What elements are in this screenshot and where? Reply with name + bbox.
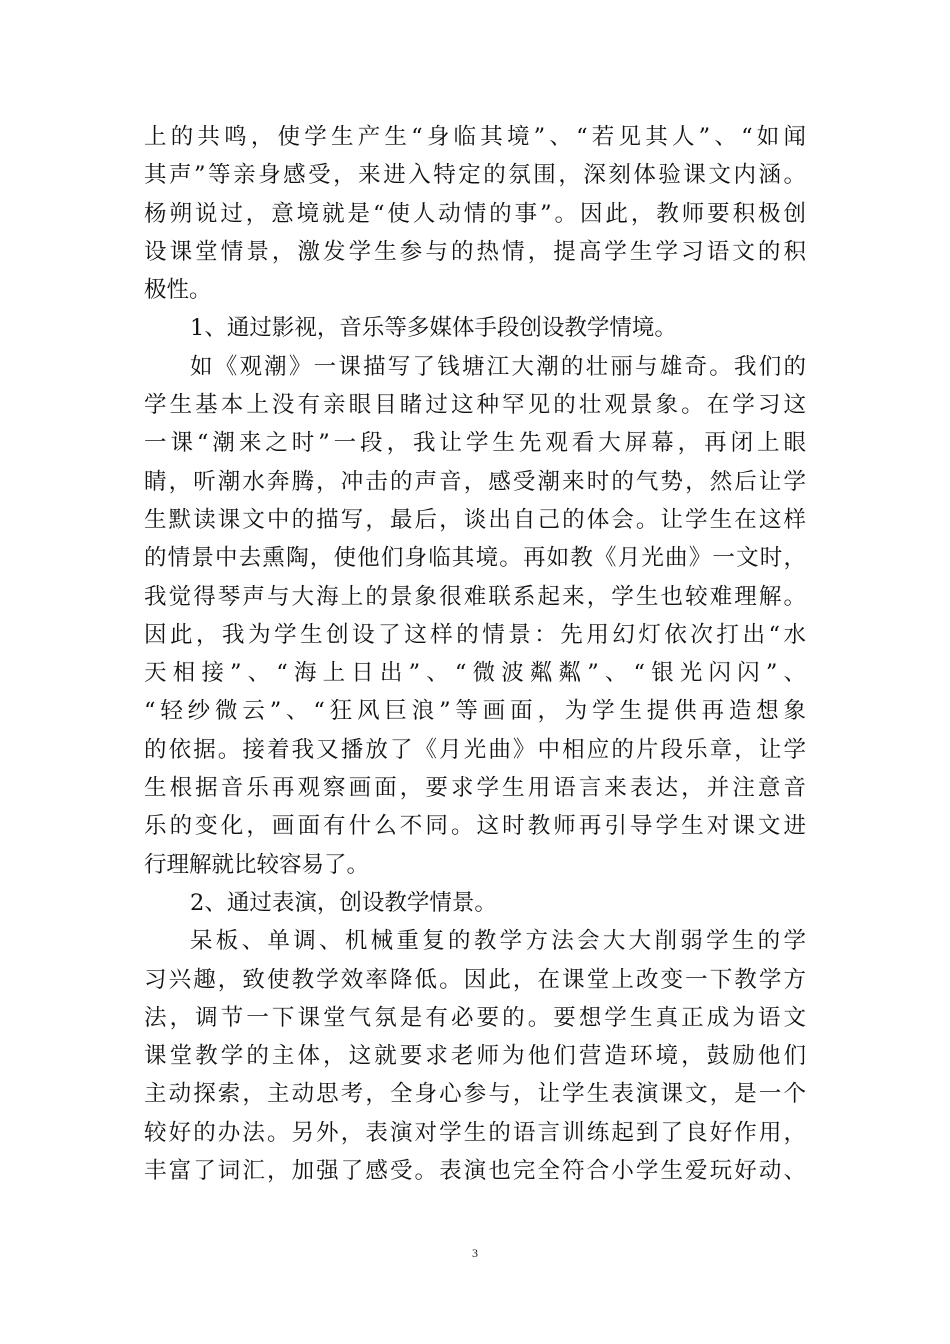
text-line: 习兴趣，致使教学效率降低。因此，在课堂上改变一下教学方: [144, 966, 806, 993]
text-line: 如《观潮》一课描写了钱塘江大潮的壮丽与雄奇。我们的: [190, 353, 806, 380]
body-text: [144, 118, 806, 1190]
text-line: “轻纱微云”、“狂风巨浪”等画面，为学生提供再造想象: [144, 698, 806, 725]
text-line: 课堂教学的主体，这就要求老师为他们营造环境，鼓励他们: [144, 1043, 806, 1070]
text-line: 因此，我为学生创设了这样的情景：先用幻灯依次打出“水: [144, 621, 806, 648]
text-line: 上的共鸣，使学生产生“身临其境”、“若见其人”、“如闻: [144, 124, 806, 150]
text-line: 我觉得琴声与大海上的景象很难联系起来，学生也较难理解。: [144, 583, 806, 610]
text-line: 较好的办法。另外，表演对学生的语言训练起到了良好作用，: [144, 1119, 806, 1146]
text-line: 其声”等亲身感受，来进入特定的氛围，深刻体验课文内涵。: [144, 162, 806, 189]
text-line: 主动探索，主动思考，全身心参与，让学生表演课文，是一个: [144, 1081, 806, 1108]
page-number: 3: [472, 1246, 478, 1260]
text-line: 学生基本上没有亲眼目睹过这种罕见的壮观景象。在学习这: [144, 392, 806, 419]
text-line: 的情景中去熏陶，使他们身临其境。再如教《月光曲》一文时，: [144, 545, 806, 572]
text-line: 杨朔说过，意境就是“使人动情的事”。因此，教师要积极创: [144, 200, 806, 227]
text-line: 法，调节一下课堂气氛是有必要的。要想学生真正成为语文: [144, 1004, 806, 1031]
section-heading: 2、通过表演，创设教学情景。: [190, 889, 497, 916]
text-line: 丰富了词汇，加强了感受。表演也完全符合小学生爱玩好动、: [144, 1158, 806, 1185]
section-heading: 1、通过影视，音乐等多媒体手段创设教学情境。: [190, 315, 677, 342]
text-line: 呆板、单调、机械重复的教学方法会大大削弱学生的学: [190, 928, 806, 955]
text-line: 睛，听潮水奔腾，冲击的声音，感受潮来时的气势，然后让学: [144, 468, 806, 495]
text-line: 的依据。接着我又播放了《月光曲》中相应的片段乐章，让学: [144, 736, 806, 763]
text-line: 极性。: [144, 277, 212, 304]
text-line: 生默读课文中的描写，最后，谈出自己的体会。让学生在这样: [144, 506, 806, 533]
text-line: 天相接”、“海上日出”、“微波粼粼”、“银光闪闪”、: [144, 660, 806, 687]
text-line: 乐的变化，画面有什么不同。这时教师再引导学生对课文进: [144, 813, 806, 840]
text-line: 生根据音乐再观察画面，要求学生用语言来表达，并注意音: [144, 775, 806, 802]
text-line: 设课堂情景，激发学生参与的热情，提高学生学习语文的积: [144, 238, 806, 265]
text-line: 行理解就比较容易了。: [144, 851, 370, 878]
text-line: 一课“潮来之时”一段，我让学生先观看大屏幕，再闭上眼: [144, 430, 806, 457]
